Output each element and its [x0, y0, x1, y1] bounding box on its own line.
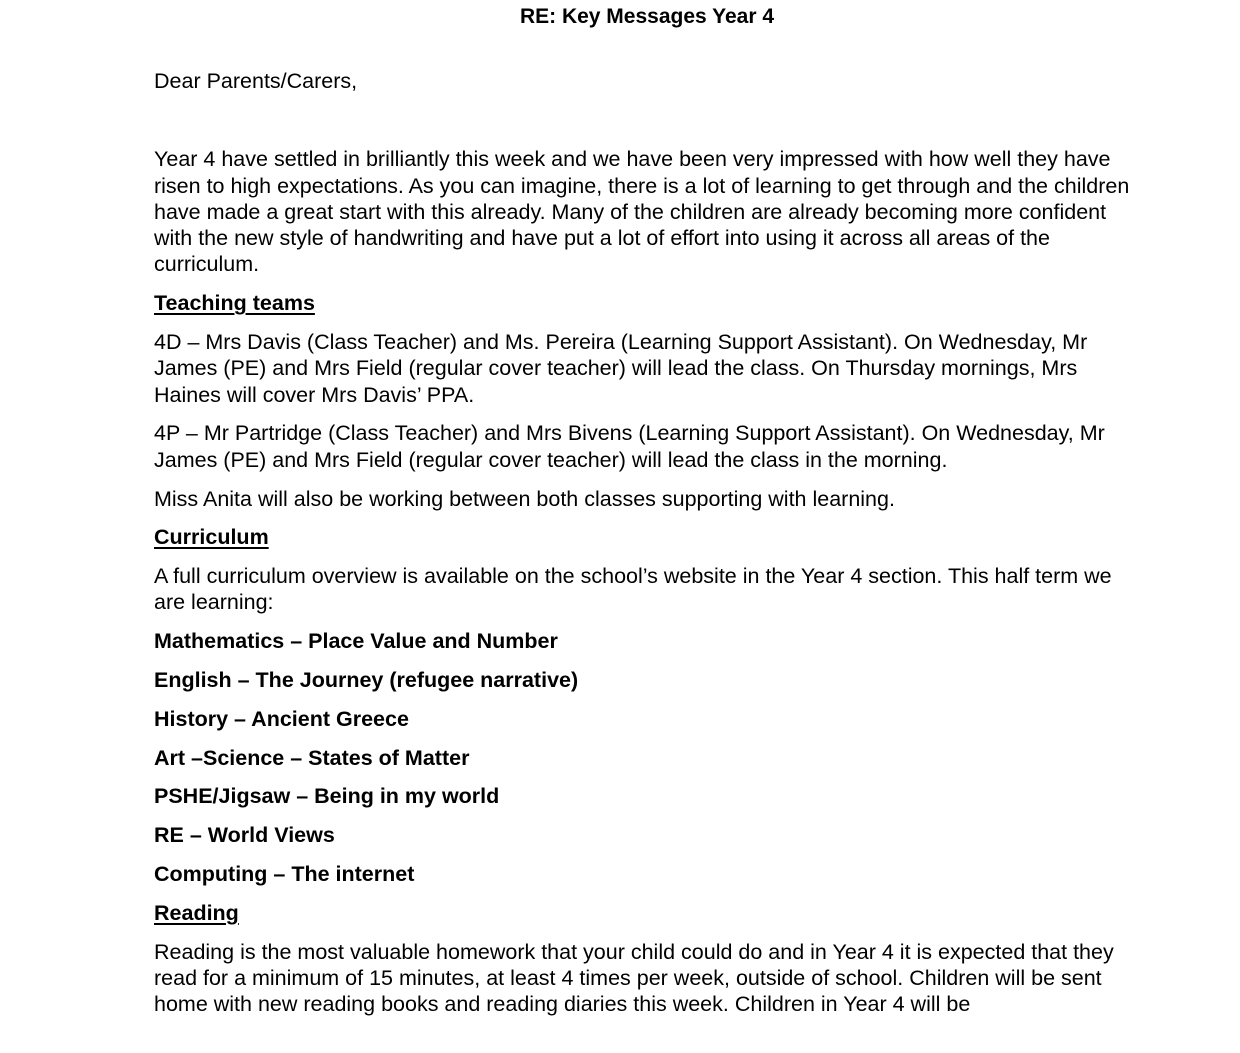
support-paragraph: Miss Anita will also be working between both classes supporting with learning. — [154, 486, 895, 511]
subject-computing: Computing – The internet — [154, 862, 415, 887]
curriculum-intro: A full curriculum overview is available on the school’s website in the Year 4 section. This half term we are learning: — [154, 564, 1112, 615]
teaching-teams-heading: Teaching teams — [154, 291, 315, 316]
letter-body — [154, 68, 1144, 1030]
subject-re: RE – World Views — [154, 823, 335, 848]
class-4d-paragraph: 4D – Mrs Davis (Class Teacher) and Ms. Pereira (Learning Support Assistant). On Wednesday, Mr James (PE) and Mrs Field (regular cover teacher) will lead the class. On Thursday mornings, Mrs Haines will cover Mrs Davis’ PPA. — [154, 330, 1088, 407]
subject-art-science: Art –Science – States of Matter — [154, 745, 470, 770]
salutation: Dear Parents/Carers, — [154, 69, 358, 93]
curriculum-heading: Curriculum — [154, 525, 269, 550]
subject-mathematics: Mathematics – Place Value and Number — [154, 629, 558, 654]
letter-title: RE: Key Messages Year 4 — [519, 5, 775, 28]
subject-history: History – Ancient Greece — [154, 706, 409, 731]
intro-paragraph: Year 4 have settled in brilliantly this week and we have been very impressed with how well they have risen to high expectations. As you can imagine, there is a lot of learning to get through and the children have made a great start with this already. Many of the children are already becoming more confident with the new style of handwriting and have put a lot of effort into using it across all areas of the curriculum. — [154, 147, 1130, 277]
subject-english: English – The Journey (refugee narrative) — [154, 668, 579, 693]
reading-heading: Reading — [154, 900, 239, 925]
class-4p-paragraph: 4P – Mr Partridge (Class Teacher) and Mrs Bivens (Learning Support Assistant). On Wednesday, Mr James (PE) and Mrs Field (regular cover teacher) will lead the class in the morning. — [154, 421, 1105, 472]
reading-paragraph: Reading is the most valuable homework that your child could do and in Year 4 it is expected that they read for a minimum of 15 minutes, at least 4 times per week, outside of school. Children will be sent home with new reading books and reading diaries this week. Children in Year 4 will be — [154, 939, 1114, 1017]
subject-pshe: PSHE/Jigsaw – Being in my world — [154, 784, 500, 809]
